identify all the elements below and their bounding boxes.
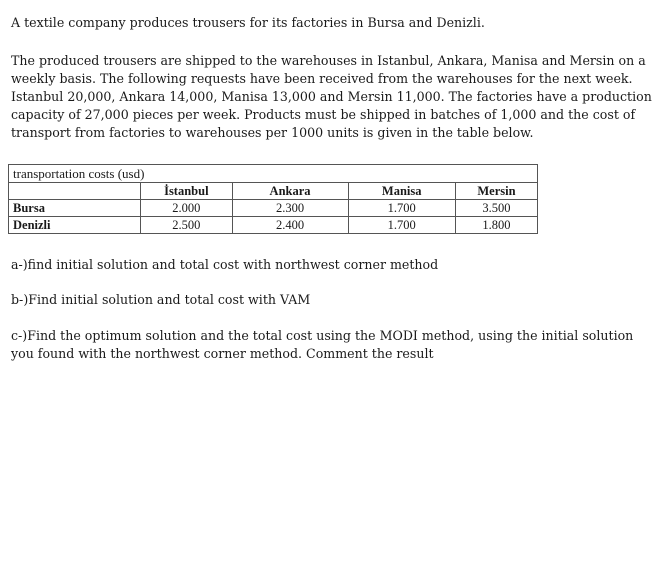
transportation-cost-table bbox=[8, 164, 538, 234]
column-header: Manisa bbox=[348, 183, 455, 200]
problem-line: capacity of 27,000 pieces per week. Products must be shipped in batches of 1,000 and the cost of bbox=[11, 107, 636, 122]
row-label: Bursa bbox=[9, 200, 141, 217]
problem-intro: A textile company produces trousers for its factories in Bursa and Denizli. bbox=[11, 15, 485, 30]
question-c bbox=[11, 327, 633, 363]
table-row bbox=[9, 200, 537, 217]
table-cell: 1.700 bbox=[348, 217, 455, 234]
table-caption-text: transportation costs (usd) bbox=[13, 166, 145, 181]
question-c-line: c-)Find the optimum solution and the total cost using the MODI method, using the initial solution bbox=[11, 328, 634, 343]
problem-description bbox=[11, 52, 652, 142]
question-a: a-)find initial solution and total cost with northwest corner method bbox=[11, 257, 439, 272]
cost-table bbox=[9, 183, 537, 233]
question-c-line: you found with the northwest corner method. Comment the result bbox=[11, 346, 434, 361]
table-cell: 1.800 bbox=[455, 217, 537, 234]
table-cell: 2.300 bbox=[232, 200, 348, 217]
table-cell: 2.500 bbox=[141, 217, 232, 234]
problem-line: The produced trousers are shipped to the warehouses in Istanbul, Ankara, Manisa and Mersin on a bbox=[11, 53, 646, 68]
column-header: Mersin bbox=[455, 183, 537, 200]
column-header: İstanbul bbox=[164, 184, 209, 198]
table-cell: 3.500 bbox=[455, 200, 537, 217]
problem-line: weekly basis. The following requests have been received from the warehouses for the next week. bbox=[11, 71, 633, 86]
table-cell: 2.400 bbox=[232, 217, 348, 234]
question-b: b-)Find initial solution and total cost with VAM bbox=[11, 292, 311, 307]
problem-line: Istanbul 20,000, Ankara 14,000, Manisa 13,000 and Mersin 11,000. The factories have a production bbox=[11, 89, 652, 104]
table-cell: 1.700 bbox=[348, 200, 455, 217]
table-caption bbox=[9, 165, 537, 183]
table-cell: 2.000 bbox=[141, 200, 232, 217]
table-header-row bbox=[9, 183, 537, 200]
table-row bbox=[9, 217, 537, 234]
column-header: Ankara bbox=[232, 183, 348, 200]
header-empty-cell bbox=[9, 183, 141, 200]
row-label: Denizli bbox=[9, 217, 141, 234]
problem-line: transport from factories to warehouses per 1000 units is given in the table below. bbox=[11, 125, 534, 140]
